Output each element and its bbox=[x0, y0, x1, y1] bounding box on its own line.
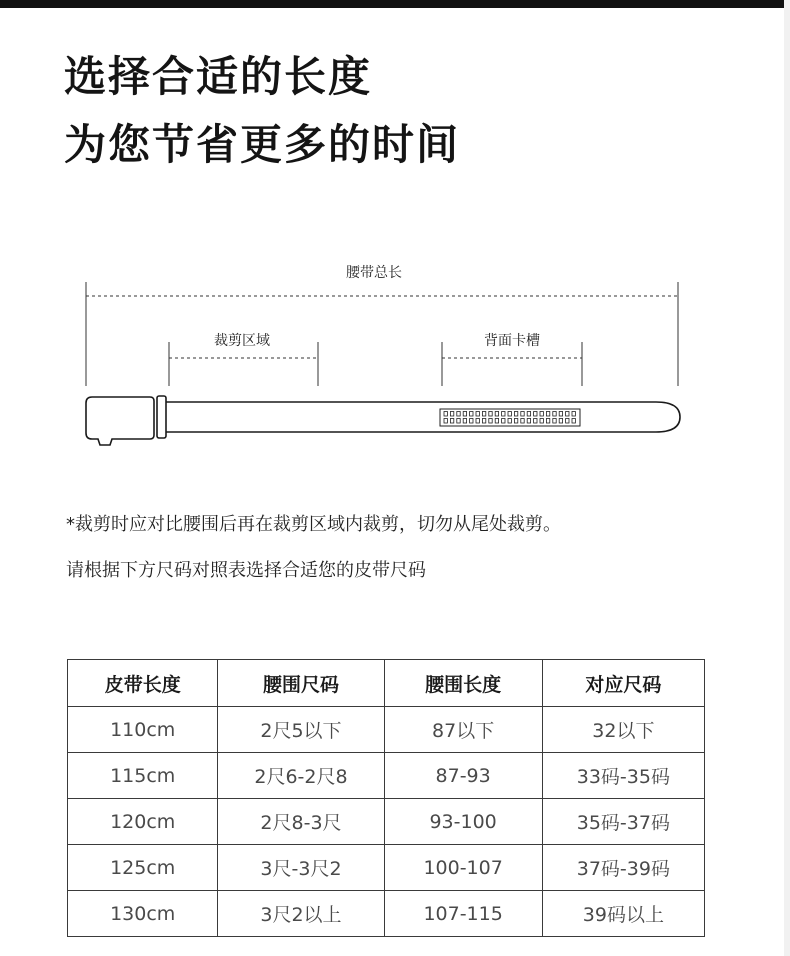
slot-hole bbox=[463, 412, 466, 417]
slot-hole bbox=[566, 419, 569, 424]
table-header-row bbox=[68, 660, 705, 707]
slot-hole bbox=[559, 419, 562, 424]
slot-hole bbox=[572, 419, 575, 424]
cell-pant-size: 39码以上 bbox=[542, 891, 704, 937]
header-belt-length: 皮带长度 bbox=[68, 660, 218, 707]
header-waist-size: 腰围尺码 bbox=[218, 660, 384, 707]
table-row bbox=[68, 891, 705, 937]
slot-hole bbox=[553, 419, 556, 424]
header-waist-length: 腰围长度 bbox=[384, 660, 542, 707]
cell-waist-length: 100-107 bbox=[384, 845, 542, 891]
slot-hole bbox=[450, 412, 453, 417]
slot-hole bbox=[476, 412, 479, 417]
size-chart-table bbox=[67, 659, 705, 937]
slot-hole bbox=[495, 412, 498, 417]
cell-pant-size: 32以下 bbox=[542, 707, 704, 753]
slot-hole bbox=[444, 419, 447, 424]
slot-hole bbox=[521, 419, 524, 424]
cell-pant-size: 33码-35码 bbox=[542, 753, 704, 799]
slot-hole bbox=[482, 412, 485, 417]
cell-pant-size: 37码-39码 bbox=[542, 845, 704, 891]
slot-hole bbox=[572, 412, 575, 417]
cut-zone-label: 裁剪区域 bbox=[214, 333, 270, 349]
table-row bbox=[68, 845, 705, 891]
header-pant-size: 对应尺码 bbox=[542, 660, 704, 707]
cell-pant-size: 35码-37码 bbox=[542, 799, 704, 845]
slot-hole bbox=[559, 412, 562, 417]
table-row bbox=[68, 707, 705, 753]
belt-strap bbox=[165, 402, 680, 432]
slot-hole bbox=[470, 419, 473, 424]
total-length-label: 腰带总长 bbox=[346, 265, 402, 281]
headline-line-2: 为您节省更多的时间 bbox=[64, 120, 461, 169]
slot-hole bbox=[521, 412, 524, 417]
slot-hole bbox=[546, 412, 549, 417]
size-chart-note: 请根据下方尺码对照表选择合适您的皮带尺码 bbox=[66, 560, 426, 581]
buckle-icon bbox=[86, 397, 154, 445]
belt-diagram bbox=[0, 250, 790, 450]
slot-hole bbox=[553, 412, 556, 417]
slot-hole bbox=[540, 412, 543, 417]
slot-hole bbox=[457, 419, 460, 424]
slot-hole bbox=[508, 419, 511, 424]
slot-hole bbox=[534, 419, 537, 424]
buckle-loop bbox=[157, 396, 166, 438]
table-row bbox=[68, 799, 705, 845]
cell-waist-length: 87以下 bbox=[384, 707, 542, 753]
slot-hole bbox=[546, 419, 549, 424]
slot-hole bbox=[502, 419, 505, 424]
slot-hole bbox=[502, 412, 505, 417]
slot-hole bbox=[476, 419, 479, 424]
cell-waist-size: 2尺6-2尺8 bbox=[218, 753, 384, 799]
right-edge bbox=[784, 0, 790, 956]
cell-waist-size: 3尺-3尺2 bbox=[218, 845, 384, 891]
slot-hole bbox=[482, 419, 485, 424]
cell-waist-size: 3尺2以上 bbox=[218, 891, 384, 937]
slot-hole bbox=[489, 419, 492, 424]
slot-hole bbox=[495, 419, 498, 424]
cell-waist-length: 107-115 bbox=[384, 891, 542, 937]
slot-hole bbox=[527, 419, 530, 424]
slot-hole bbox=[514, 419, 517, 424]
slot-hole bbox=[527, 412, 530, 417]
cell-belt-length: 120cm bbox=[68, 799, 218, 845]
slot-hole bbox=[566, 412, 569, 417]
slot-hole bbox=[508, 412, 511, 417]
top-bar bbox=[0, 0, 790, 8]
slot-hole bbox=[534, 412, 537, 417]
slot-hole bbox=[457, 412, 460, 417]
cutting-note: *裁剪时应对比腰围后再在裁剪区域内裁剪，切勿从尾处裁剪。 bbox=[66, 514, 561, 535]
cell-waist-size: 2尺8-3尺 bbox=[218, 799, 384, 845]
cell-belt-length: 125cm bbox=[68, 845, 218, 891]
slot-hole bbox=[470, 412, 473, 417]
slot-hole bbox=[514, 412, 517, 417]
table-row bbox=[68, 753, 705, 799]
cell-belt-length: 110cm bbox=[68, 707, 218, 753]
slot-hole bbox=[489, 412, 492, 417]
cell-waist-size: 2尺5以下 bbox=[218, 707, 384, 753]
back-slot-holes bbox=[440, 409, 580, 426]
back-slot-label: 背面卡槽 bbox=[484, 333, 540, 349]
slot-hole bbox=[463, 419, 466, 424]
cell-waist-length: 93-100 bbox=[384, 799, 542, 845]
cell-belt-length: 115cm bbox=[68, 753, 218, 799]
slot-hole bbox=[444, 412, 447, 417]
slot-hole bbox=[540, 419, 543, 424]
cell-belt-length: 130cm bbox=[68, 891, 218, 937]
headline-line-1: 选择合适的长度 bbox=[64, 52, 373, 101]
slot-hole bbox=[450, 419, 453, 424]
cell-waist-length: 87-93 bbox=[384, 753, 542, 799]
